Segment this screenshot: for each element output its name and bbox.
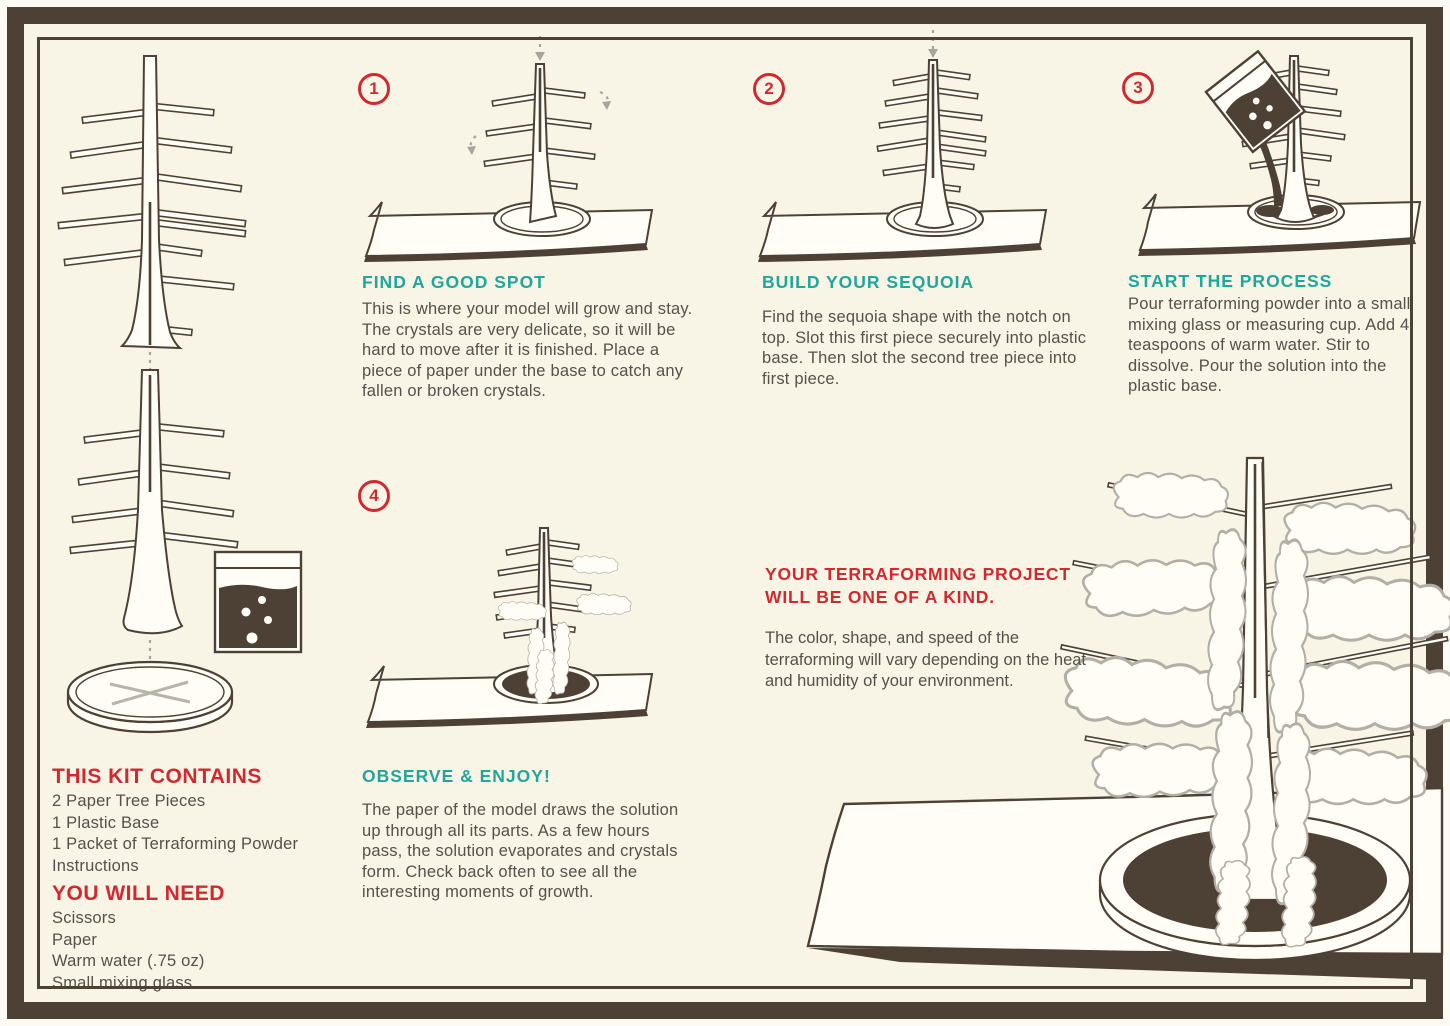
you-will-need-title: YOU WILL NEED [52,882,225,905]
step-1-illustration [352,34,670,266]
plastic-base [68,662,232,732]
step-2-illustration [748,28,1063,266]
step-4-illustration [348,498,668,740]
list-item: 1 Packet of Terraforming Powder [52,835,299,853]
step-2-number-label: 2 [764,79,774,98]
paper-tree-piece-1 [58,56,245,348]
step-2-body: Find the sequoia shape with the notch on top. Slot this first piece securely into plastic base. Then slot the second tree piece into first piece. [762,308,1087,388]
step-4-number [358,480,390,512]
step-1-body: This is where your model will grow and stay. The crystals are very delicate, so it will be hard to move after it is finished. Place a piece of paper under the base to catch any fallen or broken crystals. [362,300,693,400]
paper-tree-piece-2 [70,370,238,633]
step-1-number-label: 1 [369,79,379,98]
callout-body: The color, shape, and speed of the terraforming will vary depending on the heat and humidity of your environment. [765,629,1087,690]
drop-arrow-icon [928,30,938,58]
list-item: Small mixing glass [52,973,193,992]
list-item: Scissors [52,909,116,927]
drop-arrow-icon [535,36,545,61]
terraforming-powder-packet [215,552,301,652]
step-4-number-label: 4 [369,486,379,505]
step-3-body: Pour terraforming powder into a small mixing glass or measuring cup. Add 4 teaspoons of warm water. Stir to dissolve. Pour the solution into the plastic base. [1128,295,1411,395]
callout-title-line2: WILL BE ONE OF A KIND. [765,587,995,607]
list-item: 2 Paper Tree Pieces [52,792,206,810]
final-result-illustration [770,438,1445,1018]
list-item: Paper [52,930,98,949]
step-3-number [1122,72,1154,104]
step-2-title: BUILD YOUR SEQUOIA [762,272,975,292]
assembled-tree [877,60,986,228]
callout-title [765,563,1071,609]
step-3-number-label: 3 [1133,78,1143,97]
step-3-illustration [1118,34,1430,266]
callout-title-line1: YOUR TERRAFORMING PROJECT [765,564,1071,584]
list-item: Instructions [52,856,139,875]
kit-contains-list [52,791,298,877]
you-will-need-list [52,908,205,994]
list-item: 1 Plastic Base [52,813,160,832]
list-item: Warm water (.75 oz) [52,952,205,970]
kit-contains-title: THIS KIT CONTAINS [52,765,262,788]
step-4-body: The paper of the model draws the solution up through all its parts. As a few hours pass, the solution evaporates and crystals form. Check back often to see all the interesting moments of growth. [362,801,679,901]
step-1-number [358,73,390,105]
kit-parts-illustration [40,40,320,755]
step-4-title: OBSERVE & ENJOY! [362,766,551,786]
step-1-title: FIND A GOOD SPOT [362,272,546,292]
step-2-number [753,73,785,105]
step-3-title: START THE PROCESS [1128,271,1333,291]
tree-first-piece [484,64,595,222]
